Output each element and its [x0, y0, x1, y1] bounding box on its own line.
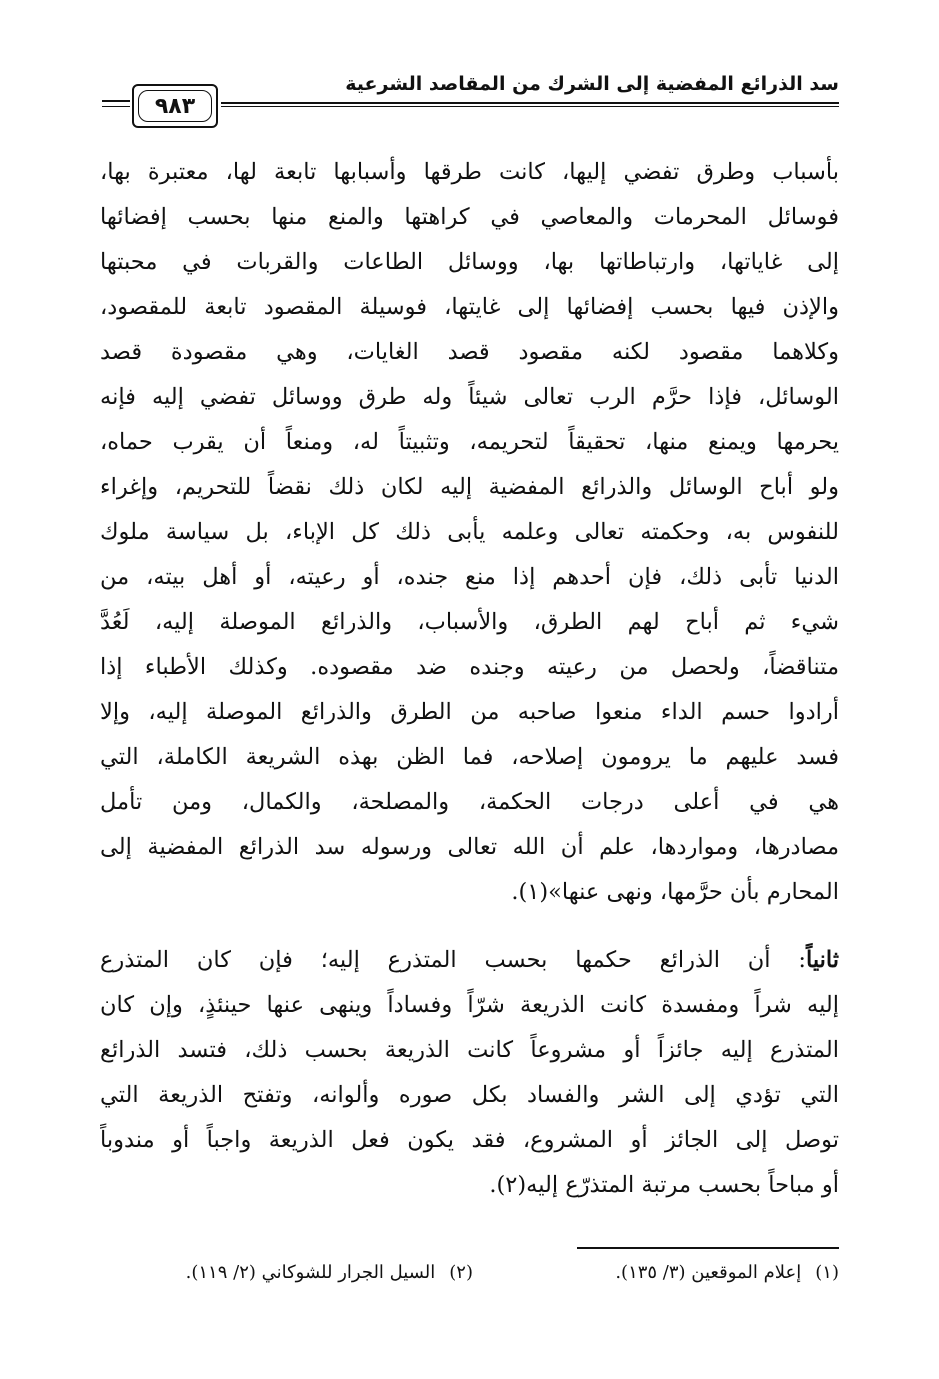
- text-line: مصادرها، ومواردها، علم أن الله تعالى ورسوله سد الذرائع المفضية إلى: [100, 834, 839, 860]
- header-rule-thin: [221, 106, 839, 107]
- text-line: وكلاهما مقصود لكنه مقصود قصد الغايات، وهي مقصودة قصد: [100, 339, 839, 365]
- text-line: للنفوس به، وحكمته تعالى وعلمه يأبى ذلك كل الإباء، بل سياسة ملوك: [100, 519, 839, 545]
- text-line-rest: : أن الذرائع حكمها بحسب المتذرع إليه؛ فإن كان المتذرع: [100, 947, 806, 973]
- running-header-title: سد الذرائع المفضية إلى الشرك من المقاصد الشرعية: [345, 73, 839, 95]
- footnotes: [100, 1258, 839, 1294]
- text-line-last: أو مباحاً بحسب مرتبة المتذرّع إليه(٢).: [489, 1172, 839, 1198]
- footnote-text: إعلام الموقعين (٣/ ١٣٥).: [615, 1262, 802, 1283]
- page-number-rule-left: [102, 100, 130, 102]
- text-line: الوسائل، فإذا حرَّم الرب تعالى شيئاً وله طرق ووسائل تفضي إليه فإنه: [100, 384, 839, 410]
- text-line: ولو أباح الوسائل والذرائع المفضية إليه لكان ذلك نقضاً للتحريم، وإغراء: [100, 474, 839, 500]
- paragraph-lead-word: ثانياً: [805, 947, 839, 973]
- text-line: شيء ثم أباح لهم الطرق، والأسباب، والذرائع الموصلة إليه، لَعُدَّ: [100, 609, 839, 635]
- text-line: أرادوا حسم الداء منعوا صاحبه من الطرق والذرائع الموصلة إليه، وإلا: [100, 699, 839, 725]
- footnote-text: السيل الجرار للشوكاني (٢/ ١١٩).: [185, 1262, 436, 1283]
- paragraph-2: [100, 938, 839, 1208]
- page-number: ٩٨٣: [138, 90, 212, 122]
- text-line: إلى غاياتها، وارتباطاتها بها، ووسائل الطاعات والقربات في محبتها: [100, 249, 839, 275]
- footnote-number: (٢): [449, 1262, 473, 1283]
- text-line: فوسائل المحرمات والمعاصي في كراهتها والمنع منها بحسب إفضائها: [100, 204, 839, 230]
- text-line: الدنيا تأبى ذلك، فإن أحدهم إذا منع جنده، أو رعيته، أو أهل بيته، من: [100, 564, 839, 590]
- text-line: إليه شراً ومفسدة كانت الذريعة شرّاً وفساداً وينهى عنها حينئذٍ، وإن كان: [100, 992, 839, 1018]
- text-line-first: [100, 938, 839, 983]
- footnote-separator: [577, 1247, 839, 1249]
- text-line: بأسباب وطرق تفضي إليها، كانت طرقها وأسبابها تابعة لها، معتبرة بها،: [100, 159, 839, 185]
- paragraph-1: [100, 150, 839, 915]
- footnote-2: [186, 1258, 473, 1288]
- text-line: فسد عليهم ما يرومون إصلاحه، فما الظن بهذه الشريعة الكاملة، التي: [100, 744, 839, 770]
- footnote-1: [615, 1258, 839, 1288]
- text-line: يحرمها ويمنع منها، تحقيقاً لتحريمه، وتثبيتاً له، ومنعاً أن يقرب حماه،: [100, 429, 839, 455]
- page-number-frame: [132, 84, 218, 128]
- text-line: التي تؤدي إلى الشر والفساد بكل صوره وألوانه، وتفتح الذريعة التي: [100, 1082, 839, 1108]
- page-number-rule-left-thin: [102, 106, 130, 107]
- header-rule: [221, 102, 839, 104]
- text-line: توصل إلى الجائز أو المشروع، فقد يكون فعل الذريعة واجباً أو مندوباً: [100, 1127, 839, 1153]
- text-line-last: المحارم بأن حرَّمها، ونهى عنها»(١).: [511, 879, 839, 905]
- text-line: المتذرع إليه جائزاً أو مشروعاً كانت الذريعة بحسب ذلك، فتسد الذرائع: [100, 1037, 839, 1063]
- text-line: متناقضاً، ولحصل من رعيته وجنده ضد مقصوده. وكذلك الأطباء إذا: [100, 654, 839, 680]
- footnote-number: (١): [815, 1262, 839, 1283]
- text-line: هي في أعلى درجات الحكمة، والمصلحة، والكمال، ومن تأمل: [100, 789, 839, 815]
- text-line: والإذن فيها بحسب إفضائها إلى غايتها، فوسيلة المقصود تابعة للمقصود،: [100, 294, 839, 320]
